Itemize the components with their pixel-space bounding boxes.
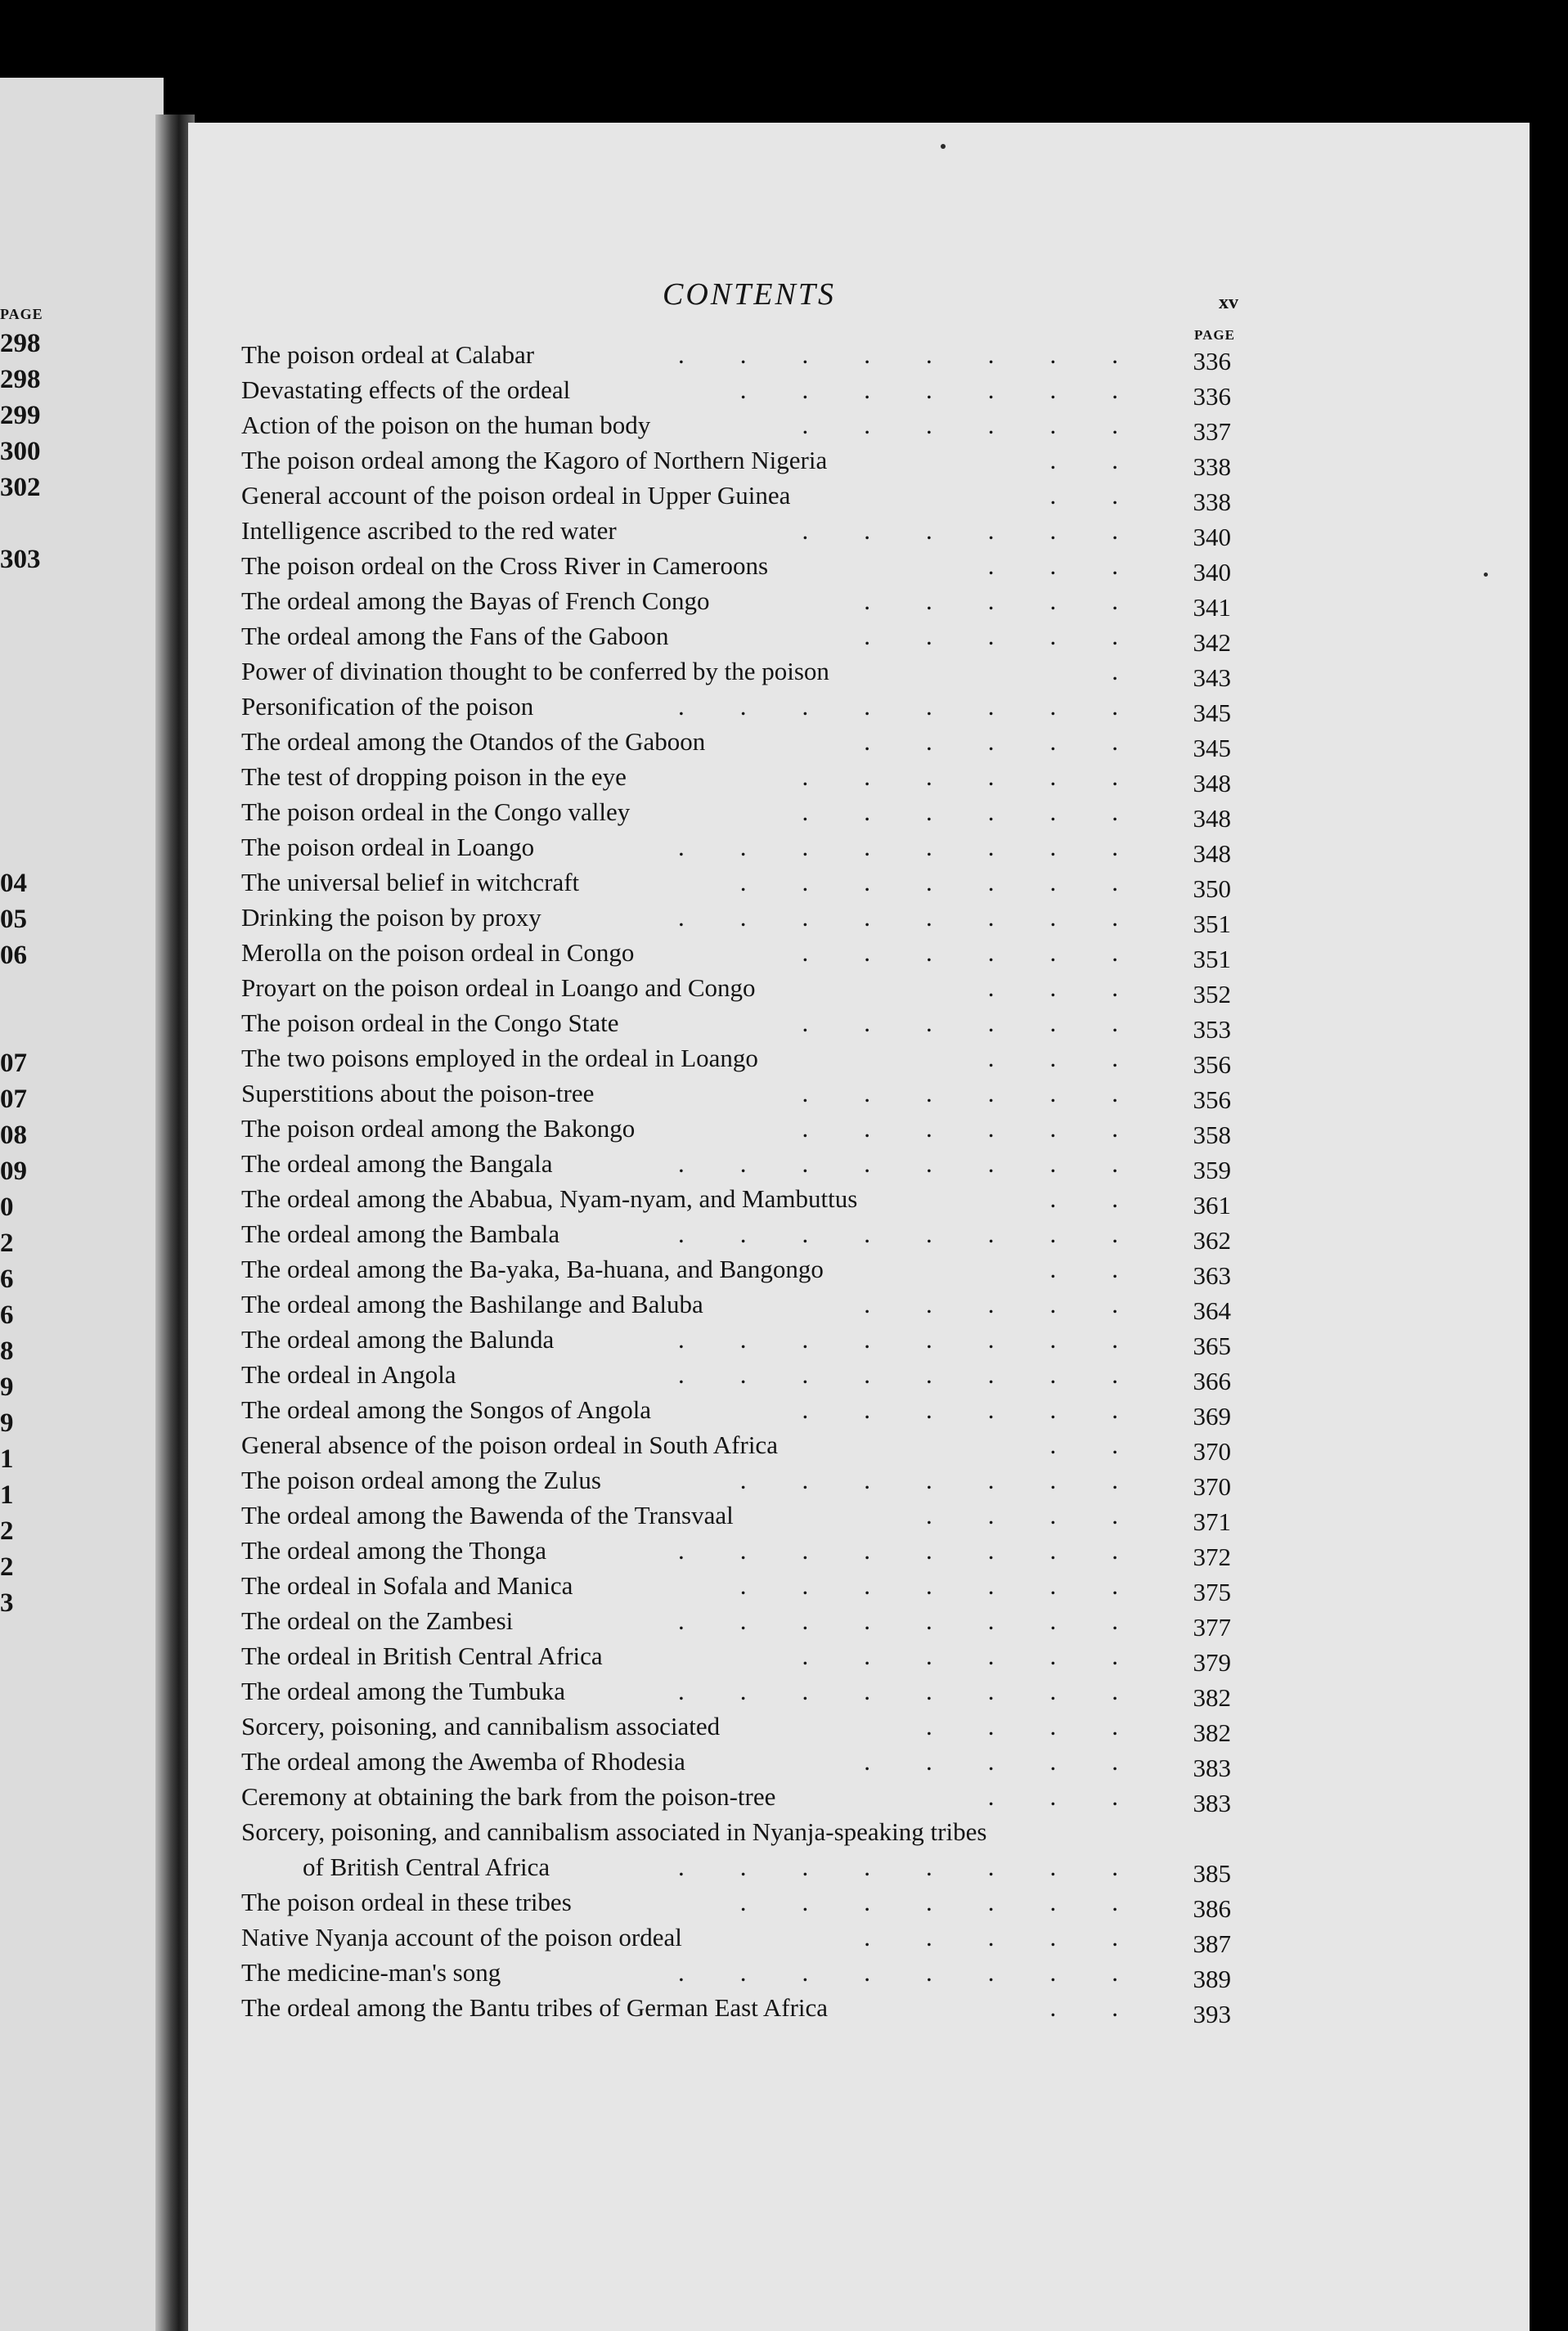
toc-entry [241, 1603, 1247, 1642]
toc-entry-page: 340 [1193, 558, 1231, 586]
previous-page-number [0, 577, 57, 613]
toc-entry-title: Superstitions about the poison-tree [241, 1079, 595, 1107]
toc-entry-page: 365 [1193, 1332, 1231, 1360]
toc-entry-page: 371 [1193, 1507, 1231, 1536]
running-title: CONTENTS [663, 277, 836, 312]
toc-leader-dots: ...... [802, 938, 1174, 967]
toc-entry-title: The ordeal among the Songos of Angola [241, 1395, 652, 1424]
toc-leader-dots: ..... [864, 586, 1174, 615]
toc-entry-title: Ceremony at obtaining the bark from the poison-tree [241, 1782, 776, 1811]
toc-leader-dots: ........ [678, 833, 1174, 861]
toc-leader-dots: ........ [678, 1219, 1174, 1248]
toc-entry [241, 970, 1247, 1008]
toc-entry [241, 689, 1247, 727]
toc-leader-dots: ........ [678, 1360, 1174, 1389]
previous-page-numbers [0, 303, 57, 1621]
toc-entry-page: 358 [1193, 1121, 1231, 1149]
toc-leader-dots: ....... [739, 1888, 1174, 1916]
toc-entry-title: The poison ordeal in these tribes [241, 1888, 572, 1916]
toc-entry [241, 442, 1247, 481]
previous-page-number: 05 [0, 905, 27, 934]
toc-entry [241, 900, 1247, 938]
toc-leader-dots: ... [987, 973, 1174, 1002]
toc-entry [241, 548, 1247, 586]
toc-entry-title: The poison ordeal on the Cross River in Cameroons [241, 551, 769, 580]
toc-entry-page: 386 [1193, 1894, 1231, 1923]
toc-entry-title: The ordeal among the Ba-yaka, Ba-huana, and Bangongo [241, 1255, 824, 1283]
toc-entry [241, 1709, 1247, 1747]
previous-page-number [0, 793, 57, 829]
toc-entry [241, 1357, 1247, 1395]
toc-entry-title: The poison ordeal in the Congo valley [241, 797, 631, 826]
previous-page-label: PAGE [0, 306, 43, 322]
toc-entry [241, 1884, 1247, 1923]
toc-entry-title: The test of dropping poison in the eye [241, 762, 627, 791]
toc-entry-page: 337 [1193, 417, 1231, 446]
toc-leader-dots: ... [987, 1782, 1174, 1811]
toc-entry-page: 356 [1193, 1085, 1231, 1114]
previous-page-number: 298 [0, 365, 41, 394]
toc-entry [241, 1427, 1247, 1466]
toc-leader-dots: ..... [864, 1923, 1174, 1951]
toc-entry-title: The ordeal among the Otandos of the Gaboon [241, 727, 706, 756]
toc-entry-page: 362 [1193, 1226, 1231, 1255]
previous-page-number: 3 [0, 1588, 14, 1618]
toc-leader-dots: ... [987, 1044, 1174, 1072]
paper-speck [1484, 573, 1488, 577]
toc-leader-dots: ...... [802, 516, 1174, 545]
previous-page-number: 0 [0, 1192, 14, 1222]
toc-entry [241, 583, 1247, 622]
toc-entry-page: 375 [1193, 1578, 1231, 1606]
toc-entry [241, 653, 1247, 692]
toc-entry-title: The ordeal among the Balunda [241, 1325, 555, 1354]
toc-leader-dots: ..... [864, 622, 1174, 650]
toc-entry-page: 336 [1193, 347, 1231, 375]
toc-entry-title: Intelligence ascribed to the red water [241, 516, 617, 545]
previous-page-number [0, 721, 57, 757]
previous-page-number: 302 [0, 473, 41, 502]
toc-leader-dots: ........ [678, 692, 1174, 721]
toc-leader-dots: ...... [802, 1008, 1174, 1037]
toc-entry-title: The ordeal among the Bambala [241, 1219, 560, 1248]
toc-entry-title: Devastating effects of the ordeal [241, 375, 571, 404]
toc-entry-page: 369 [1193, 1402, 1231, 1430]
toc-entry-title: The poison ordeal among the Zulus [241, 1466, 601, 1494]
toc-entry [241, 1251, 1247, 1290]
toc-entry-title: The ordeal in Sofala and Manica [241, 1571, 573, 1600]
toc-leader-dots: ..... [864, 727, 1174, 756]
toc-leader-dots: .. [1049, 446, 1174, 474]
toc-entry-title: The universal belief in witchcraft [241, 868, 580, 896]
toc-entry [241, 1814, 1247, 1888]
toc-entry-page: 393 [1193, 2000, 1231, 2028]
previous-page-number [0, 505, 57, 541]
previous-page-number [0, 1009, 57, 1045]
toc-entry-title: The ordeal among the Bayas of French Congo [241, 586, 710, 615]
toc-entry-title: The ordeal among the Tumbuka [241, 1677, 566, 1705]
toc-entry-title: The ordeal on the Zambesi [241, 1606, 514, 1635]
toc-entry-page: 361 [1193, 1191, 1231, 1219]
toc-entry [241, 829, 1247, 868]
toc-leader-dots: ...... [802, 797, 1174, 826]
previous-page-number [0, 973, 57, 1009]
page-column-label: PAGE [1194, 327, 1235, 343]
toc-entry-title: The poison ordeal among the Bakongo [241, 1114, 636, 1143]
toc-entry [241, 1744, 1247, 1782]
toc-entry-title: Merolla on the poison ordeal in Congo [241, 938, 635, 967]
paper-speck [941, 144, 946, 149]
previous-page-number: 07 [0, 1049, 27, 1078]
toc-leader-dots: ...... [802, 762, 1174, 791]
toc-entry-page: 377 [1193, 1613, 1231, 1642]
toc-entry [241, 1673, 1247, 1712]
toc-entry-title: Native Nyanja account of the poison ordeal [241, 1923, 682, 1951]
toc-entry-title: Power of divination thought to be conferred by the poison [241, 657, 829, 685]
toc-entry-title: The ordeal among the Bangala [241, 1149, 553, 1178]
toc-entry-page: 345 [1193, 734, 1231, 762]
table-of-contents [241, 337, 1247, 2028]
toc-entry-page: 342 [1193, 628, 1231, 657]
toc-entry [241, 1146, 1247, 1184]
toc-entry-title: The ordeal among the Ababua, Nyam-nyam, and Mambuttus [241, 1184, 858, 1213]
toc-entry-page: 348 [1193, 839, 1231, 868]
toc-entry-title: The ordeal among the Thonga [241, 1536, 547, 1565]
toc-entry-page: 343 [1193, 663, 1231, 692]
toc-entry [241, 407, 1247, 446]
toc-leader-dots: ........ [678, 1325, 1174, 1354]
toc-leader-dots: ...... [802, 1395, 1174, 1424]
toc-entry-page: 350 [1193, 874, 1231, 903]
toc-entry-page: 387 [1193, 1929, 1231, 1958]
toc-entry-page: 366 [1193, 1367, 1231, 1395]
toc-entry-page: 382 [1193, 1683, 1231, 1712]
toc-leader-dots: .. [1049, 1430, 1174, 1459]
previous-page-number [0, 649, 57, 685]
previous-page-number: 1 [0, 1444, 14, 1474]
toc-entry [241, 1920, 1247, 1958]
toc-entry [241, 1040, 1247, 1079]
toc-entry-title: The ordeal among the Awemba of Rhodesia [241, 1747, 685, 1776]
toc-entry [241, 1955, 1247, 1993]
toc-entry [241, 1181, 1247, 1219]
toc-entry [241, 1005, 1247, 1044]
toc-entry [241, 372, 1247, 411]
toc-entry-title: Proyart on the poison ordeal in Loango and Congo [241, 973, 756, 1002]
toc-entry-continuation: of British Central Africa [303, 1853, 550, 1881]
toc-entry-title: Drinking the poison by proxy [241, 903, 541, 932]
toc-entry [241, 724, 1247, 762]
toc-leader-dots: .. [1049, 1993, 1174, 2022]
toc-leader-dots: ...... [802, 1642, 1174, 1670]
toc-entry-title: The poison ordeal in Loango [241, 833, 535, 861]
toc-entry [241, 1322, 1247, 1360]
toc-leader-dots: ..... [864, 1747, 1174, 1776]
toc-entry-title: Personification of the poison [241, 692, 534, 721]
toc-entry-page: 351 [1193, 945, 1231, 973]
toc-entry-title: The poison ordeal in the Congo State [241, 1008, 619, 1037]
toc-entry-page: 363 [1193, 1261, 1231, 1290]
toc-entry [241, 1533, 1247, 1571]
toc-leader-dots: ........ [678, 1536, 1174, 1565]
toc-leader-dots: ........ [678, 1958, 1174, 1987]
toc-leader-dots: ........ [678, 1677, 1174, 1705]
toc-leader-dots: ... [987, 551, 1174, 580]
previous-page-number: 2 [0, 1516, 14, 1546]
toc-entry-page: 370 [1193, 1472, 1231, 1501]
toc-entry-title: The two poisons employed in the ordeal in Loango [241, 1044, 758, 1072]
previous-page-number: 9 [0, 1372, 14, 1402]
previous-page-number [0, 757, 57, 793]
toc-entry-page: 352 [1193, 980, 1231, 1008]
toc-entry-title: General absence of the poison ordeal in South Africa [241, 1430, 778, 1459]
toc-entry [241, 1498, 1247, 1536]
toc-entry-page: 336 [1193, 382, 1231, 411]
toc-entry-title: The ordeal among the Fans of the Gaboon [241, 622, 669, 650]
toc-entry-page: 338 [1193, 452, 1231, 481]
toc-entry [241, 1216, 1247, 1255]
toc-entry-title: The ordeal in British Central Africa [241, 1642, 603, 1670]
previous-page-number: 06 [0, 941, 27, 970]
toc-entry-page: 383 [1193, 1789, 1231, 1817]
toc-entry [241, 1392, 1247, 1430]
toc-entry-page: 348 [1193, 769, 1231, 797]
previous-page-number [0, 829, 57, 865]
toc-entry-page: 379 [1193, 1648, 1231, 1677]
toc-entry-page: 353 [1193, 1015, 1231, 1044]
previous-page-number: 9 [0, 1408, 14, 1438]
toc-entry-page: 382 [1193, 1718, 1231, 1747]
toc-entry-title: The poison ordeal among the Kagoro of Northern Nigeria [241, 446, 828, 474]
toc-entry-title: Sorcery, poisoning, and cannibalism associated [241, 1712, 721, 1740]
folio-number: xv [1219, 292, 1238, 313]
previous-page-number: 6 [0, 1264, 14, 1294]
toc-leader-dots: .. [1049, 1255, 1174, 1283]
previous-page-number: 2 [0, 1228, 14, 1258]
toc-entry [241, 1990, 1247, 2028]
toc-entry-page: 385 [1193, 1859, 1231, 1888]
toc-entry-page: 389 [1193, 1965, 1231, 1993]
toc-leader-dots: .... [926, 1712, 1174, 1740]
toc-entry [241, 1111, 1247, 1149]
previous-page-number: 2 [0, 1552, 14, 1582]
toc-entry [241, 1462, 1247, 1501]
toc-entry [241, 794, 1247, 833]
toc-leader-dots: ........ [678, 903, 1174, 932]
toc-leader-dots: ...... [802, 1079, 1174, 1107]
toc-entry-title: General account of the poison ordeal in Upper Guinea [241, 481, 791, 510]
toc-entry-page: 364 [1193, 1296, 1231, 1325]
toc-entry-title: The ordeal among the Bashilange and Baluba [241, 1290, 703, 1318]
toc-entry-title: The ordeal among the Bantu tribes of German East Africa [241, 1993, 829, 2022]
toc-entry [241, 935, 1247, 973]
previous-page-number: 09 [0, 1157, 27, 1186]
toc-leader-dots: ...... [802, 411, 1174, 439]
toc-entry-title: The medicine-man's song [241, 1958, 501, 1987]
toc-entry [241, 1287, 1247, 1325]
previous-page-number [0, 685, 57, 721]
toc-entry-page: 372 [1193, 1543, 1231, 1571]
toc-leader-dots: .. [1049, 481, 1174, 510]
toc-leader-dots: ........ [678, 340, 1174, 369]
toc-entry [241, 865, 1247, 903]
toc-entry-title: The poison ordeal at Calabar [241, 340, 535, 369]
toc-entry-page: 359 [1193, 1156, 1231, 1184]
toc-entry-page: 341 [1193, 593, 1231, 622]
toc-entry [241, 337, 1247, 375]
toc-leader-dots: ....... [739, 375, 1174, 404]
toc-leader-dots: .. [1049, 1184, 1174, 1213]
previous-page-number: 08 [0, 1121, 27, 1150]
toc-entry-title: Sorcery, poisoning, and cannibalism associated in Nyanja-speaking tribes [241, 1817, 987, 1846]
toc-entry [241, 1638, 1247, 1677]
toc-leader-dots: ........ [678, 1853, 1174, 1881]
toc-entry-page: 348 [1193, 804, 1231, 833]
toc-entry-title: The ordeal in Angola [241, 1360, 456, 1389]
toc-entry [241, 1779, 1247, 1817]
toc-leader-dots: ........ [678, 1149, 1174, 1178]
toc-entry-page: 356 [1193, 1050, 1231, 1079]
previous-page-number: 6 [0, 1300, 14, 1330]
toc-leader-dots: ....... [739, 1571, 1174, 1600]
toc-leader-dots: ..... [864, 1290, 1174, 1318]
toc-entry [241, 1568, 1247, 1606]
toc-leader-dots: ....... [739, 1466, 1174, 1494]
toc-leader-dots: ........ [678, 1606, 1174, 1635]
toc-entry-page: 340 [1193, 523, 1231, 551]
toc-entry-page: 383 [1193, 1754, 1231, 1782]
toc-entry [241, 618, 1247, 657]
toc-entry [241, 759, 1247, 797]
toc-entry-page: 370 [1193, 1437, 1231, 1466]
previous-page-number: 04 [0, 869, 27, 898]
toc-leader-dots: ....... [739, 868, 1174, 896]
previous-page-number [0, 613, 57, 649]
toc-leader-dots: . [1112, 657, 1174, 685]
previous-page-number: 300 [0, 437, 41, 466]
toc-entry-page: 345 [1193, 698, 1231, 727]
toc-entry-page: 338 [1193, 487, 1231, 516]
previous-page-number: 298 [0, 329, 41, 358]
toc-leader-dots: .... [926, 1501, 1174, 1529]
toc-entry [241, 513, 1247, 551]
toc-entry-page: 351 [1193, 909, 1231, 938]
toc-entry [241, 1076, 1247, 1114]
toc-entry-title: Action of the poison on the human body [241, 411, 651, 439]
previous-page-number: 299 [0, 401, 41, 430]
previous-page-number: 303 [0, 545, 41, 574]
previous-page-number: 8 [0, 1336, 14, 1366]
toc-entry-title: The ordeal among the Bawenda of the Transvaal [241, 1501, 734, 1529]
previous-page-number: 1 [0, 1480, 14, 1510]
previous-page-number: 07 [0, 1085, 27, 1114]
toc-entry [241, 478, 1247, 516]
toc-leader-dots: ...... [802, 1114, 1174, 1143]
